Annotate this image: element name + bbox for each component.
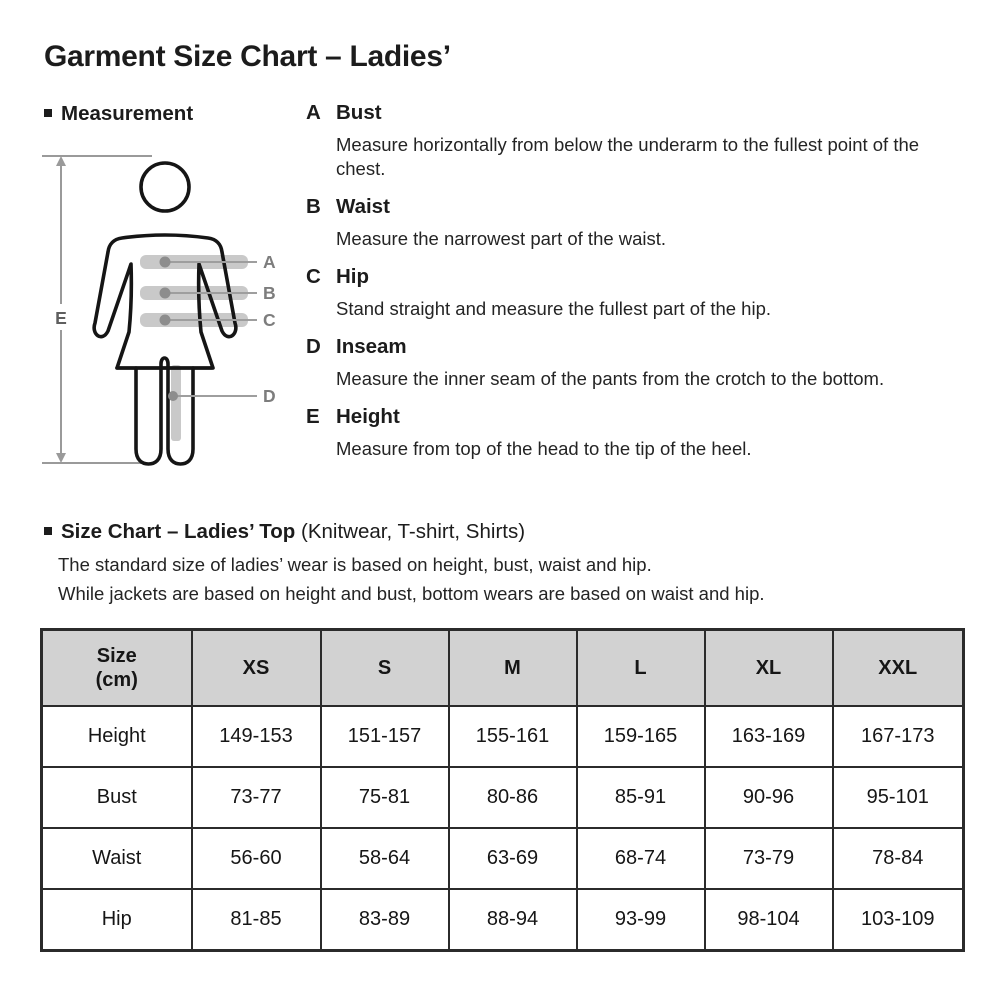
page-title: Garment Size Chart – Ladies’ <box>44 40 451 73</box>
square-bullet-icon <box>44 527 52 535</box>
table-cell: 68-74 <box>577 828 705 889</box>
definition-description: Measure the narrowest part of the waist. <box>336 228 667 249</box>
measurement-heading-label: Measurement <box>61 102 194 125</box>
table-cell: 103-109 <box>833 889 964 951</box>
dimension-arrow-down-icon <box>56 453 66 463</box>
column-header-m: M <box>449 630 577 707</box>
table-cell: 98-104 <box>705 889 833 951</box>
table-cell: 73-79 <box>705 828 833 889</box>
table-cell: 151-157 <box>321 706 449 767</box>
definition-description: Measure from top of the head to the tip of the heel. <box>336 438 752 459</box>
definition-hip <box>306 264 974 321</box>
definition-description: Measure the inner seam of the pants from the crotch to the bottom. <box>336 368 885 389</box>
table-cell: 73-77 <box>192 767 321 828</box>
definition-waist <box>306 194 974 251</box>
column-header-l: L <box>577 630 705 707</box>
table-header-row <box>42 630 964 707</box>
definition-letter: C <box>306 265 321 288</box>
table-cell: 56-60 <box>192 828 321 889</box>
definition-term: Height <box>336 405 400 428</box>
table-cell: 159-165 <box>577 706 705 767</box>
table-cell: 80-86 <box>449 767 577 828</box>
table-row-waist <box>42 828 964 889</box>
size-chart-heading-normal: (Knitwear, T-shirt, Shirts) <box>301 520 526 543</box>
size-chart-heading-bold: Size Chart – Ladies’ Top <box>61 520 296 543</box>
table-row-height <box>42 706 964 767</box>
square-bullet-icon <box>44 109 52 117</box>
definition-term: Hip <box>336 265 370 288</box>
table-cell: 81-85 <box>192 889 321 951</box>
table-cell: 149-153 <box>192 706 321 767</box>
table-cell: 75-81 <box>321 767 449 828</box>
table-row-bust <box>42 767 964 828</box>
dimension-arrow-up-icon <box>56 156 66 166</box>
definition-description: Measure horizontally from below the underarm to the fullest point of the chest. <box>336 134 920 179</box>
row-label: Hip <box>42 889 192 951</box>
note-line-2: While jackets are based on height and bust, bottom wears are based on waist and hip. <box>58 582 765 604</box>
definition-term: Bust <box>336 101 382 124</box>
definition-height <box>306 404 974 461</box>
table-row-hip <box>42 889 964 951</box>
row-label: Height <box>42 706 192 767</box>
diagram-label-c: C <box>263 310 276 330</box>
table-cell: 95-101 <box>833 767 964 828</box>
diagram-label-b: B <box>263 283 276 303</box>
definition-letter: E <box>306 405 320 428</box>
table-cell: 58-64 <box>321 828 449 889</box>
table-cell: 163-169 <box>705 706 833 767</box>
row-label: Bust <box>42 767 192 828</box>
inseam-band <box>171 365 181 441</box>
size-chart-notes <box>58 551 765 608</box>
row-label: Waist <box>42 828 192 889</box>
body-measurement-diagram <box>30 132 280 472</box>
table-cell: 63-69 <box>449 828 577 889</box>
measurement-definitions <box>306 100 974 461</box>
definition-term: Inseam <box>336 335 407 358</box>
column-header-s: S <box>321 630 449 707</box>
table-cell: 90-96 <box>705 767 833 828</box>
measurement-section-heading <box>44 102 193 126</box>
column-header-xl: XL <box>705 630 833 707</box>
table-cell: 83-89 <box>321 889 449 951</box>
note-line-1: The standard size of ladies’ wear is based on height, bust, waist and hip. <box>58 554 652 575</box>
table-cell: 78-84 <box>833 828 964 889</box>
definition-description: Stand straight and measure the fullest part of the hip. <box>336 298 772 319</box>
size-chart-table <box>40 628 965 952</box>
column-header-xxl: XXL <box>833 630 964 707</box>
table-cell: 155-161 <box>449 706 577 767</box>
definition-letter: D <box>306 335 321 358</box>
diagram-label-e: E <box>55 308 67 328</box>
table-cell: 85-91 <box>577 767 705 828</box>
column-header-xs: XS <box>192 630 321 707</box>
definition-letter: B <box>306 195 321 218</box>
diagram-label-a: A <box>263 252 276 272</box>
definition-inseam <box>306 334 974 391</box>
definition-letter: A <box>306 101 321 124</box>
corner-header-cell: Size (cm) <box>42 630 192 707</box>
table-cell: 93-99 <box>577 889 705 951</box>
size-chart-section-heading <box>44 520 525 544</box>
table-cell: 167-173 <box>833 706 964 767</box>
diagram-label-d: D <box>263 386 276 406</box>
table-cell: 88-94 <box>449 889 577 951</box>
definition-term: Waist <box>336 195 390 218</box>
definition-bust <box>306 100 974 181</box>
